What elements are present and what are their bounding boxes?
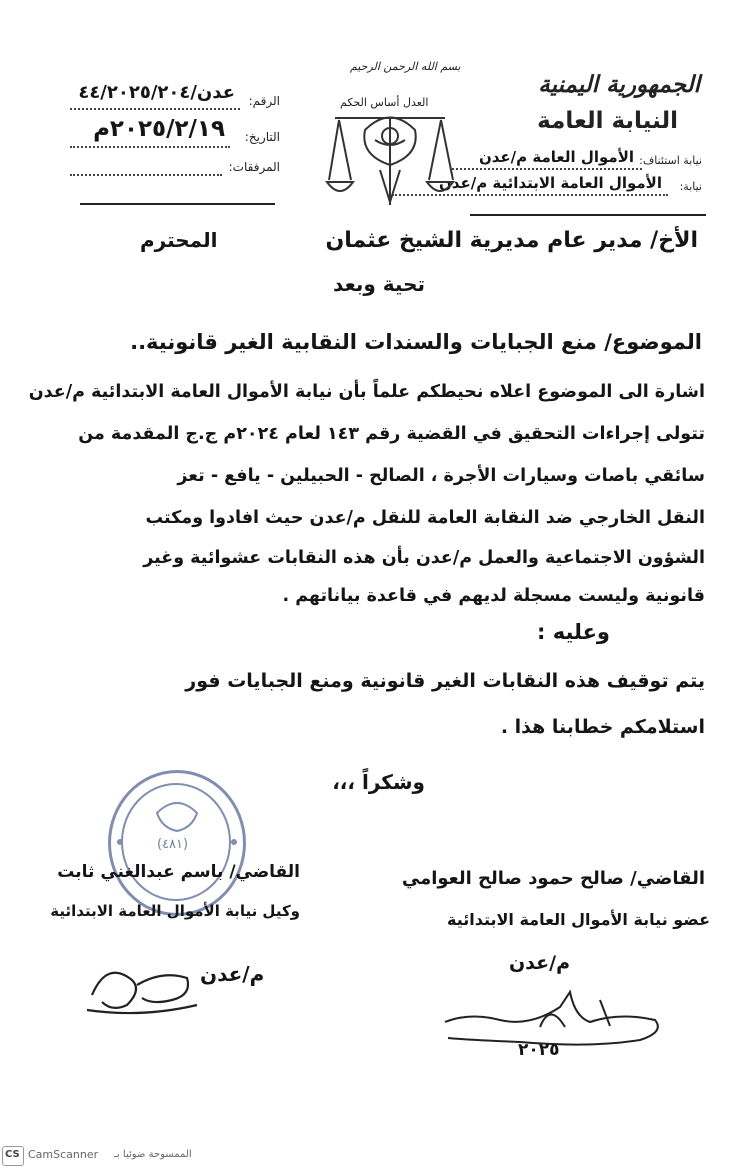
ref-value: عدن/٤٤/٢٠٢٥/٢٠٤ [78,82,235,103]
date-value: ٢٠٢٥/٢/١٩م [93,116,225,142]
official-stamp [108,770,246,916]
stamp-emblem-icon [152,793,202,833]
ref-number-row [70,82,280,112]
left-signature-scribble [82,950,202,1020]
date-dotline [70,146,230,148]
header-rule-left [80,203,275,205]
subject: الموضوع/ منع الجبايات والسندات النقابية الغير قانونية.. [130,330,702,354]
date-row [70,116,280,150]
right-signer-year: ٢٠٢٥ [518,1040,560,1060]
greeting: تحية وبعد [333,272,425,296]
decision-line-1: يتم توقيف هذه النقابات الغير قانونية ومنع الجبايات فور [185,670,705,692]
body-line-3: سائقي باصات وسيارات الأجرة ، الصالح - الحبيلين - يافع - تعز [177,466,705,486]
stamp-number: (٤٨١) [157,837,189,852]
camscanner-logo-text: CS [5,1149,20,1160]
date-label: التاريخ: [244,130,280,144]
appeal-dotline [452,168,642,170]
right-signer-name: القاضي/ صالح حمود صالح العوامي [401,868,705,889]
header-rule-right [470,214,706,216]
right-signer-title: عضو نيابة الأموال العامة الابتدائية [446,910,710,929]
appeal-prefix: نيابة استئناف: [639,154,702,167]
attachments-label: المرفقات: [228,160,280,174]
ref-label: الرقم: [248,94,280,108]
therefore-label: وعليه : [537,620,610,644]
body-line-5: الشؤون الاجتماعية والعمل م/عدن بأن هذه النقابات عشوائية وغير [143,548,705,568]
header-authority: النيابة العامة [537,108,678,134]
body-line-4: النقل الخارجي ضد النقابة العامة للنقل م/عدن حيث افادوا ومكتب [145,508,705,528]
appeal-line [452,148,702,172]
left-signer-name: القاضي/ باسم عبدالغني ثابت [57,862,300,882]
honorific: المحترم [140,228,218,252]
thanks: وشكراً ،،، [332,770,425,794]
body-line-1: اشارة الى الموضوع اعلاه نحيطكم علماً بأن نيابة الأموال العامة الابتدائية م/عدن [28,382,705,402]
left-signer-city: م/عدن [200,962,265,986]
body-line-6: قانونية وليست مسجلة لديهم في قاعدة بياناتهم . [282,586,705,606]
body-line-2: تتولى إجراءات التحقيق في القضية رقم ١٤٣ لعام ٢٠٢٤م ج.ج المقدمة من [78,424,705,444]
header-country: الجمهورية اليمنية [538,72,700,98]
appeal-value: الأموال العامة م/عدن [478,148,634,166]
prosecution-value: الأموال العامة الابتدائية م/عدن [439,174,662,192]
camscanner-logo-icon [2,1146,24,1166]
attachments-dotline [70,174,222,176]
ref-dotline [70,108,240,110]
addressee: الأخ/ مدير عام مديرية الشيخ عثمان [325,228,698,253]
right-signer-city: م/عدن [508,952,570,974]
stamp-dot-left [117,839,123,845]
decision-line-2: استلامكم خطابنا هذا . [500,716,705,738]
prosecution-prefix: نيابة: [679,180,702,193]
scanner-arabic: الممسوحة ضوئيا بـ [114,1149,192,1160]
basmala: بسم الله الرحمن الرحيم [350,60,461,73]
scales-emblem-icon [325,110,455,210]
attachments-row [70,156,280,180]
scanner-brand: CamScanner [28,1148,99,1161]
stamp-dot-right [231,839,237,845]
left-signer-title: وكيل نيابة الأموال العامة الابتدائية [50,902,300,920]
motto: العدل أساس الحكم [340,96,429,109]
